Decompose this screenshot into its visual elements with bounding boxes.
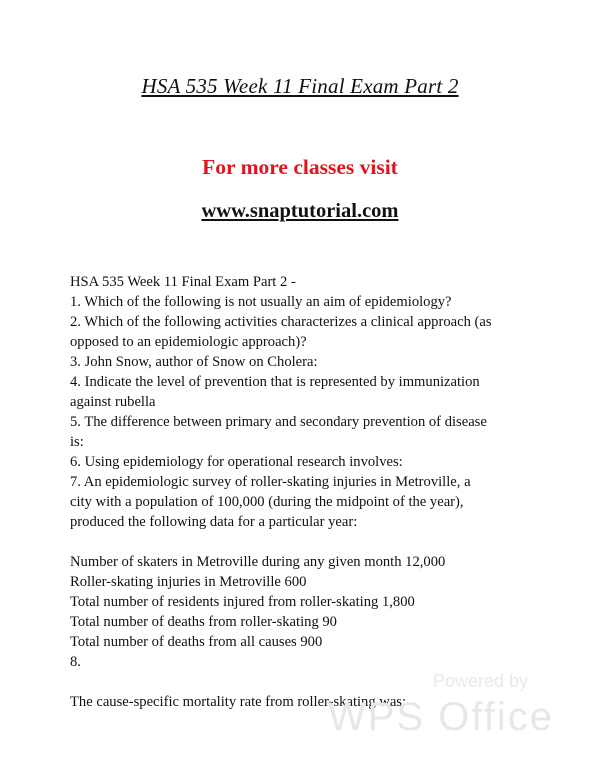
- watermark-powered-by: Powered by: [432, 671, 528, 691]
- document-title: HSA 535 Week 11 Final Exam Part 2: [141, 74, 459, 98]
- data-line-residents-injured: Total number of residents injured from roller-skating 1,800: [70, 594, 415, 610]
- data-line-all-deaths: Total number of deaths from all causes 900: [70, 634, 323, 650]
- wps-office-logo: WPS Office: [328, 695, 554, 739]
- question-3: 3. John Snow, author of Snow on Cholera:: [70, 354, 318, 370]
- question-4-line-1: 4. Indicate the level of prevention that is represented by immunization: [70, 374, 480, 390]
- question-2-line-2: opposed to an epidemiologic approach)?: [70, 334, 307, 350]
- question-5-line-1: 5. The difference between primary and secondary prevention of disease: [70, 414, 487, 430]
- question-7-line-2: city with a population of 100,000 (during the midpoint of the year),: [70, 494, 464, 510]
- question-7-line-1: 7. An epidemiologic survey of roller-skating injuries in Metroville, a: [70, 474, 471, 490]
- question-6: 6. Using epidemiology for operational research involves:: [70, 454, 403, 470]
- exam-intro: HSA 535 Week 11 Final Exam Part 2 -: [70, 274, 296, 290]
- document-body: [70, 272, 540, 712]
- question-4-line-2: against rubella: [70, 394, 156, 410]
- question-1: 1. Which of the following is not usually an aim of epidemiology?: [70, 294, 452, 310]
- question-8-text: The cause-specific mortality rate from roller-skating was:: [70, 694, 407, 710]
- wps-watermark: [328, 671, 568, 751]
- question-7-line-3: produced the following data for a particular year:: [70, 514, 358, 530]
- paragraph-gap: [70, 532, 540, 552]
- question-2-line-1: 2. Which of the following activities characterizes a clinical approach (as: [70, 314, 492, 330]
- promo-heading: For more classes visit: [202, 155, 398, 179]
- data-line-skaters: Number of skaters in Metroville during any given month 12,000: [70, 554, 446, 570]
- website-link[interactable]: www.snaptutorial.com: [201, 200, 399, 222]
- question-5-line-2: is:: [70, 434, 84, 450]
- data-line-injuries: Roller-skating injuries in Metroville 600: [70, 574, 307, 590]
- question-8-number: 8.: [70, 654, 81, 670]
- data-line-skating-deaths: Total number of deaths from roller-skating 90: [70, 614, 337, 630]
